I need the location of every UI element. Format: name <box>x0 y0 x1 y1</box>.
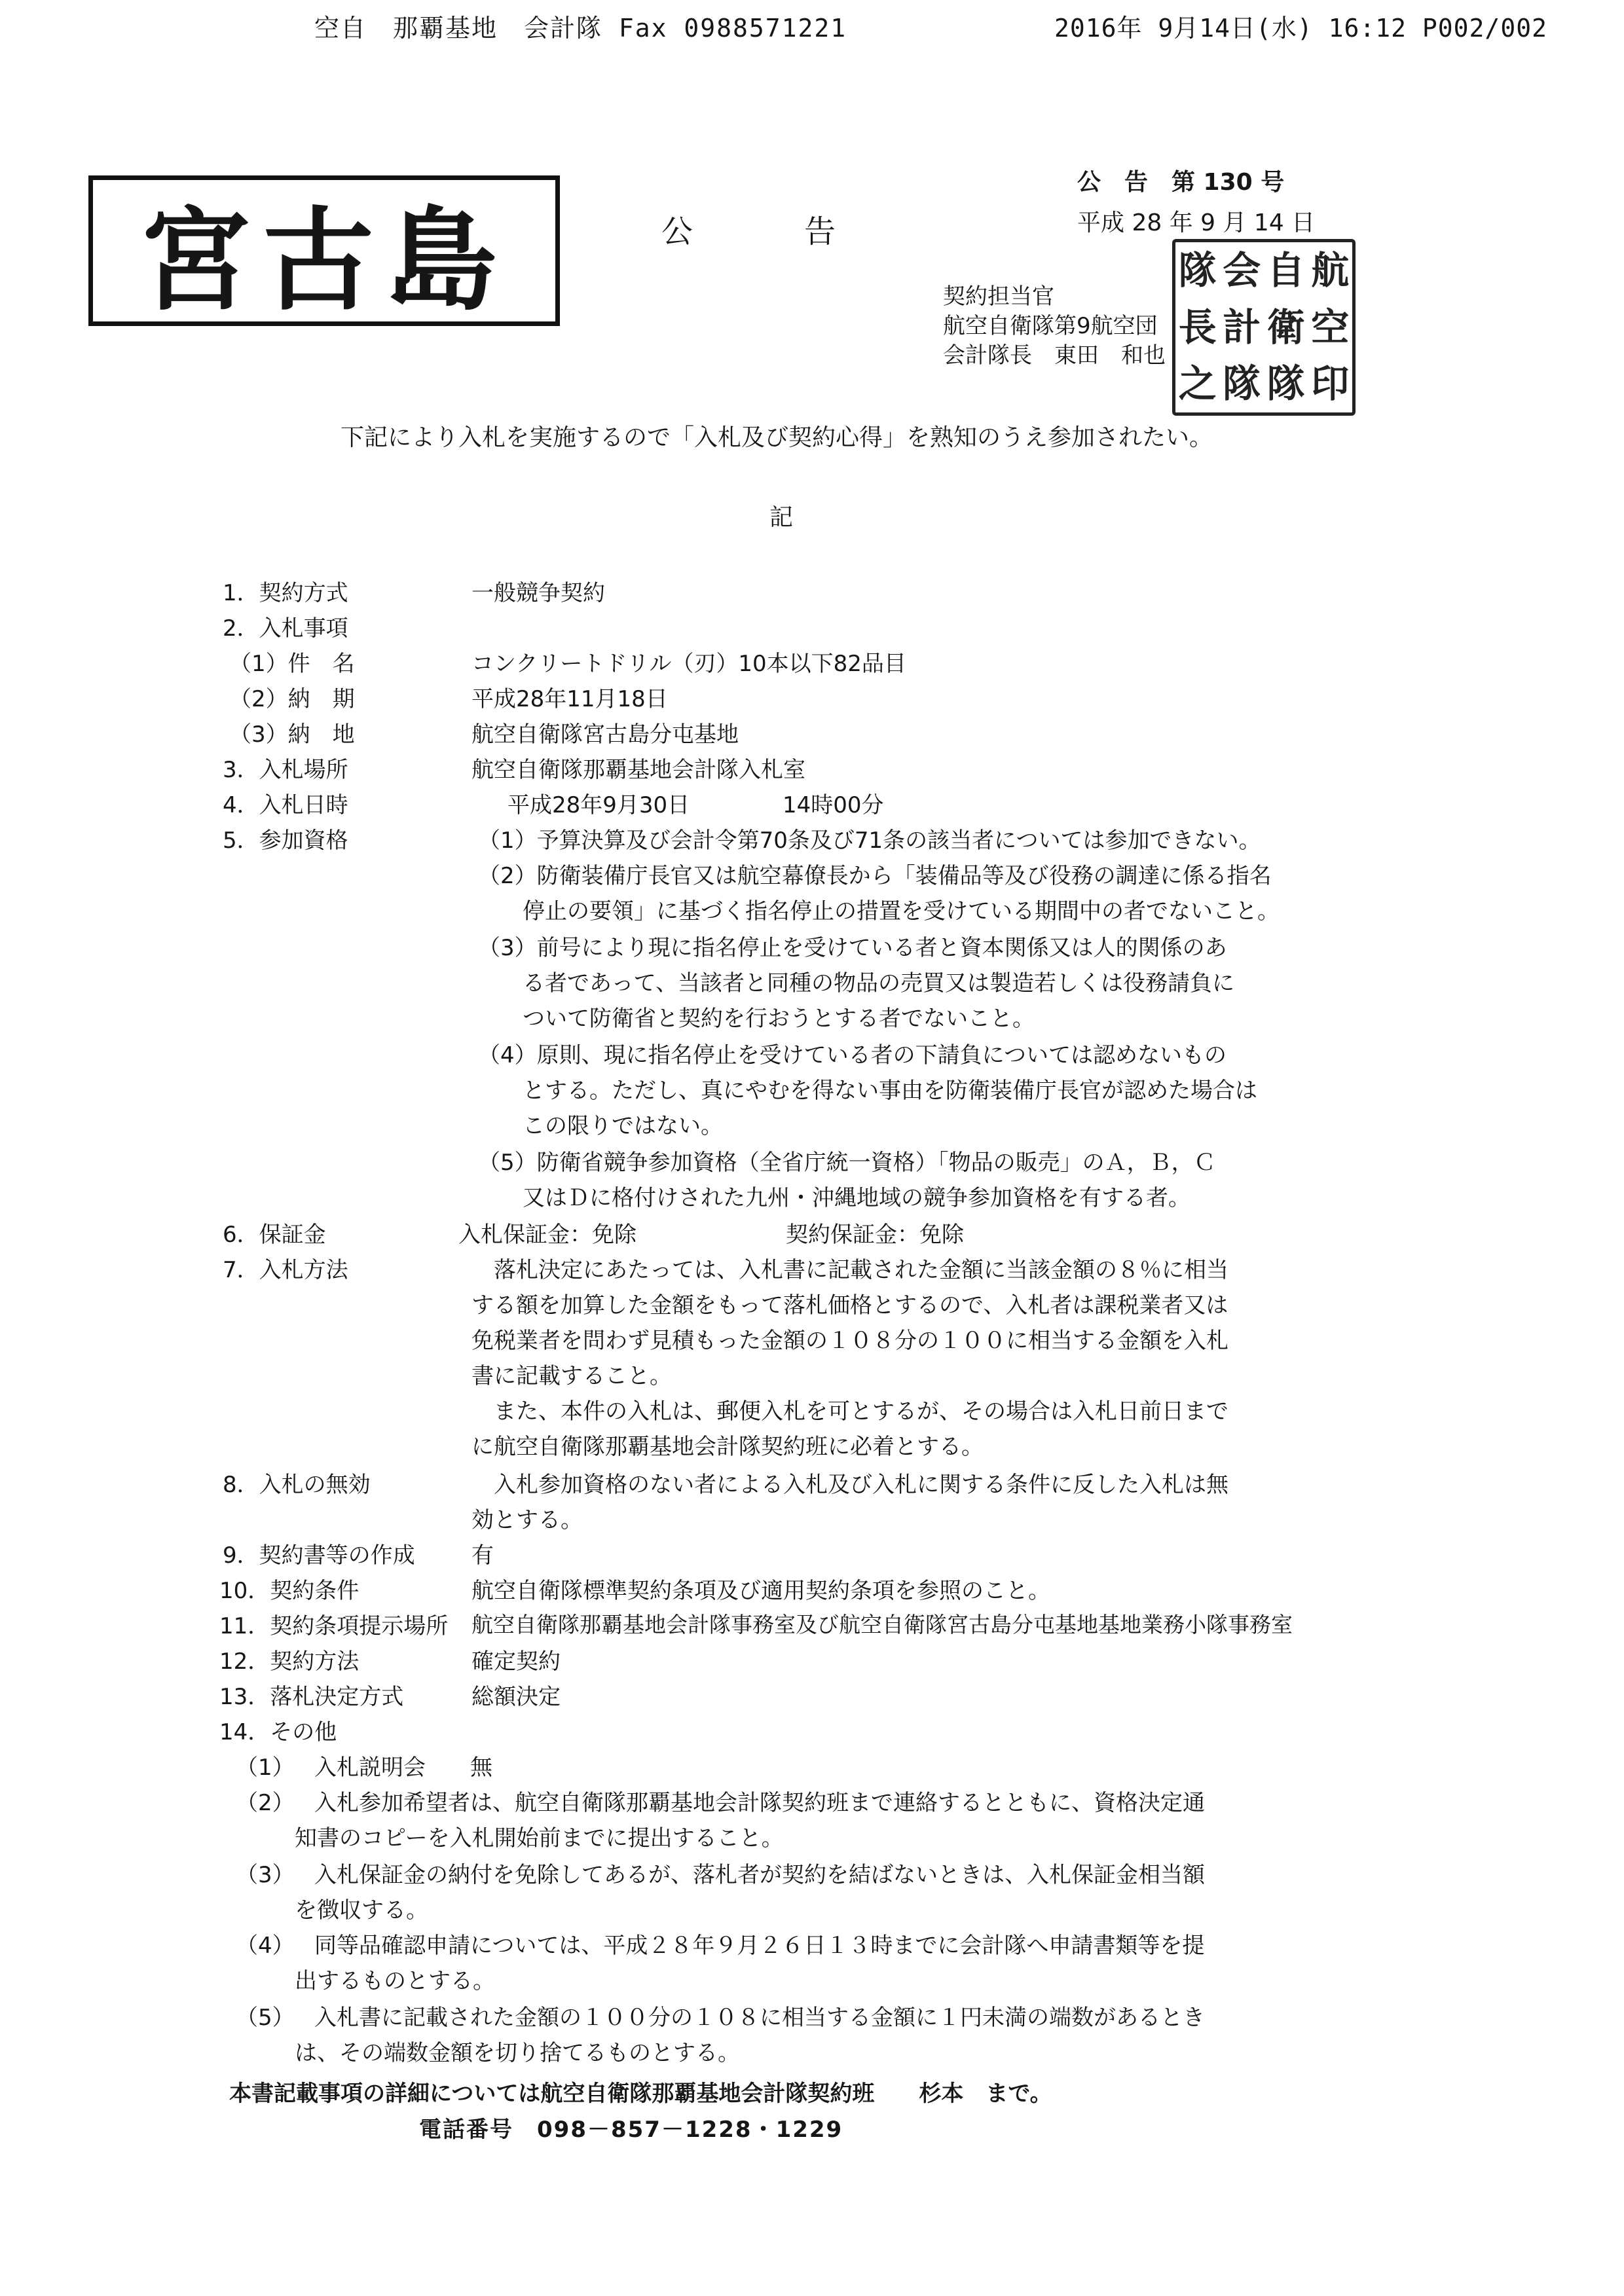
seal-char: 航 <box>1311 248 1350 293</box>
item-text-line: 又はＤに格付けされた九州・沖縄地域の競争参加資格を有する者。 <box>478 1185 1190 1211</box>
seal-char: 会 <box>1223 248 1261 293</box>
item-value: 入札説明会 無 <box>314 1755 492 1781</box>
item-text-line: 入札書に記載された金額の１００分の１０８に相当する金額に１円未満の端数があるとき <box>314 2005 1205 2031</box>
subitem-number: （5） <box>236 2005 295 2031</box>
item-label: 3．入札場所 <box>223 757 348 783</box>
item-label: 12．契約方法 <box>219 1649 360 1675</box>
item-text-line: 同等品確認申請については、平成２８年９月２６日１３時までに会計隊へ申請書類等を提 <box>314 1933 1205 1959</box>
subitem-number: （2） <box>236 1790 295 1816</box>
subitem-number: （1） <box>236 1755 295 1781</box>
item-label: 1．契約方式 <box>223 580 348 606</box>
seal-char: 長 <box>1178 304 1217 350</box>
item-value: 契約保証金：免除 <box>786 1222 964 1248</box>
item-text-line: とする。ただし、真にやむを得ない事由を防衛装備庁長官が認めた場合は <box>478 1078 1257 1104</box>
subitem-label: （3）納 地 <box>229 721 355 748</box>
seal-char: 隊 <box>1266 361 1305 407</box>
item-text-line: 入札保証金の納付を免除してあるが、落札者が契約を結ばないときは、入札保証金相当額 <box>314 1862 1205 1888</box>
subitem-label: （1）件 名 <box>229 651 355 677</box>
item-value: 一般競争契約 <box>471 580 605 606</box>
item-text-line: 出するものとする。 <box>295 1968 495 1994</box>
item-text-line: に航空自衛隊那覇基地会計隊契約班に必着とする。 <box>471 1434 984 1460</box>
contract-officer-role: 契約担当官 <box>943 283 1054 310</box>
item-text-line: （1）予算決算及び会計令第70条及び71条の該当者については参加できない。 <box>478 828 1261 854</box>
item-label: 9．契約書等の作成 <box>223 1542 415 1569</box>
item-text-line: 入札参加資格のない者による入札及び入札に関する条件に反した入札は無 <box>471 1472 1228 1498</box>
item-value: コンクリートドリル（刃）10本以下82品目 <box>471 651 906 677</box>
item-value: 入札保証金：免除 <box>458 1222 637 1248</box>
item-label: 8．入札の無効 <box>223 1472 371 1498</box>
subitem-number: （4） <box>236 1933 295 1959</box>
item-text-line: 効とする。 <box>471 1507 583 1533</box>
item-value: 航空自衛隊標準契約条項及び適用契約条項を参照のこと。 <box>471 1578 1050 1604</box>
item-value-time: 14時00分 <box>783 792 884 818</box>
item-text-line: ついて防衛省と契約を行おうとする者でないこと。 <box>478 1006 1035 1032</box>
item-text-line: （5）防衛省競争参加資格（全省庁統一資格）「物品の販売」のＡ，Ｂ，Ｃ <box>478 1150 1216 1176</box>
seal-char: 之 <box>1178 361 1217 407</box>
seal-char: 印 <box>1311 361 1350 407</box>
item-value: 航空自衛隊宮古島分屯基地 <box>471 721 739 748</box>
item-value: 有 <box>471 1542 494 1569</box>
item-label: 11．契約条項提示場所 <box>219 1613 449 1639</box>
item-text-line: （4）原則、現に指名停止を受けている者の下請負については認めないもの <box>478 1042 1227 1068</box>
item-text-line: （3）前号により現に指名停止を受けている者と資本関係又は人的関係のあ <box>478 935 1227 961</box>
item-text-line: この限りではない。 <box>478 1113 723 1139</box>
seal-char: 自 <box>1266 248 1305 293</box>
official-seal-icon <box>1172 239 1356 416</box>
intro-text: 下記により入札を実施するので「入札及び契約心得」を熟知のうえ参加されたい。 <box>341 424 1213 451</box>
item-text-line: を徴収する。 <box>295 1897 428 1923</box>
item-label: 14．その他 <box>219 1719 337 1745</box>
subitem-number: （3） <box>236 1862 295 1888</box>
seal-char: 隊 <box>1178 248 1217 293</box>
notice-number: 公 告 第 130 号 <box>1077 169 1285 196</box>
fax-header-timestamp: 2016年 9月14日(水) 16:12 P002/002 <box>1054 14 1547 43</box>
location-stamp-text: 宮古島 <box>139 194 509 326</box>
footer-contact: 本書記載事項の詳細については航空自衛隊那覇基地会計隊契約班 杉本 まで。 <box>229 2081 1052 2107</box>
item-text-line: 免税業者を問わず見積もった金額の１０８分の１００に相当する金額を入札 <box>471 1328 1228 1354</box>
footer-phone: 電話番号 098－857－1228・1229 <box>419 2117 843 2143</box>
item-value-date: 平成28年9月30日 <box>507 792 690 818</box>
item-label: 2．入札事項 <box>223 615 348 642</box>
fax-header-sender: 空自 那覇基地 会計隊 Fax 0988571221 <box>314 14 847 43</box>
seal-char: 衛 <box>1266 304 1305 350</box>
item-text-line: 停止の要領」に基づく指名停止の措置を受けている期間中の者でないこと。 <box>478 898 1280 924</box>
item-value: 確定契約 <box>471 1649 561 1675</box>
item-text-line: は、その端数金額を切り捨てるものとする。 <box>295 2040 740 2066</box>
item-value: 航空自衛隊那覇基地会計隊入札室 <box>471 757 805 783</box>
location-stamp <box>88 175 560 326</box>
item-text-line: 入札参加希望者は、航空自衛隊那覇基地会計隊契約班まで連絡するとともに、資格決定通 <box>314 1790 1205 1816</box>
seal-char: 計 <box>1223 304 1261 350</box>
item-label: 4．入札日時 <box>223 792 348 818</box>
contract-officer-unit: 航空自衛隊第9航空団 <box>943 313 1158 339</box>
item-text-line: また、本件の入札は、郵便入札を可とするが、その場合は入札日前日まで <box>471 1398 1228 1425</box>
item-label: 10．契約条件 <box>219 1578 360 1604</box>
item-value: 総額決定 <box>471 1684 561 1710</box>
contract-officer-name: 会計隊長 東田 和也 <box>943 342 1166 369</box>
page-title: 公告 <box>661 213 948 250</box>
seal-char: 空 <box>1311 304 1350 350</box>
item-value: 平成28年11月18日 <box>471 686 668 712</box>
item-value: 航空自衛隊那覇基地会計隊事務室及び航空自衛隊宮古島分屯基地基地業務小隊事務室 <box>471 1612 1293 1637</box>
item-label: 5．参加資格 <box>223 828 348 854</box>
item-text-line: る者であって、当該者と同種の物品の売買又は製造若しくは役務請負に <box>478 970 1234 996</box>
item-label: 13．落札決定方式 <box>219 1684 404 1710</box>
section-marker: 記 <box>769 504 794 531</box>
item-label: 7．入札方法 <box>223 1257 348 1283</box>
item-text-line: 落札決定にあたっては、入札書に記載された金額に当該金額の８％に相当 <box>471 1257 1228 1283</box>
item-text-line: 知書のコピーを入札開始前までに提出すること。 <box>295 1825 784 1851</box>
subitem-label: （2）納 期 <box>229 686 355 712</box>
item-text-line: 書に記載すること。 <box>471 1363 672 1389</box>
item-text-line: する額を加算した金額をもって落札価格とするので、入札者は課税業者又は <box>471 1292 1228 1319</box>
item-label: 6．保証金 <box>223 1222 326 1248</box>
seal-char: 隊 <box>1223 361 1261 407</box>
item-text-line: （2）防衛装備庁長官又は航空幕僚長から「装備品等及び役務の調達に係る指名 <box>478 863 1272 889</box>
notice-date: 平成 28 年 9 月 14 日 <box>1077 210 1316 236</box>
